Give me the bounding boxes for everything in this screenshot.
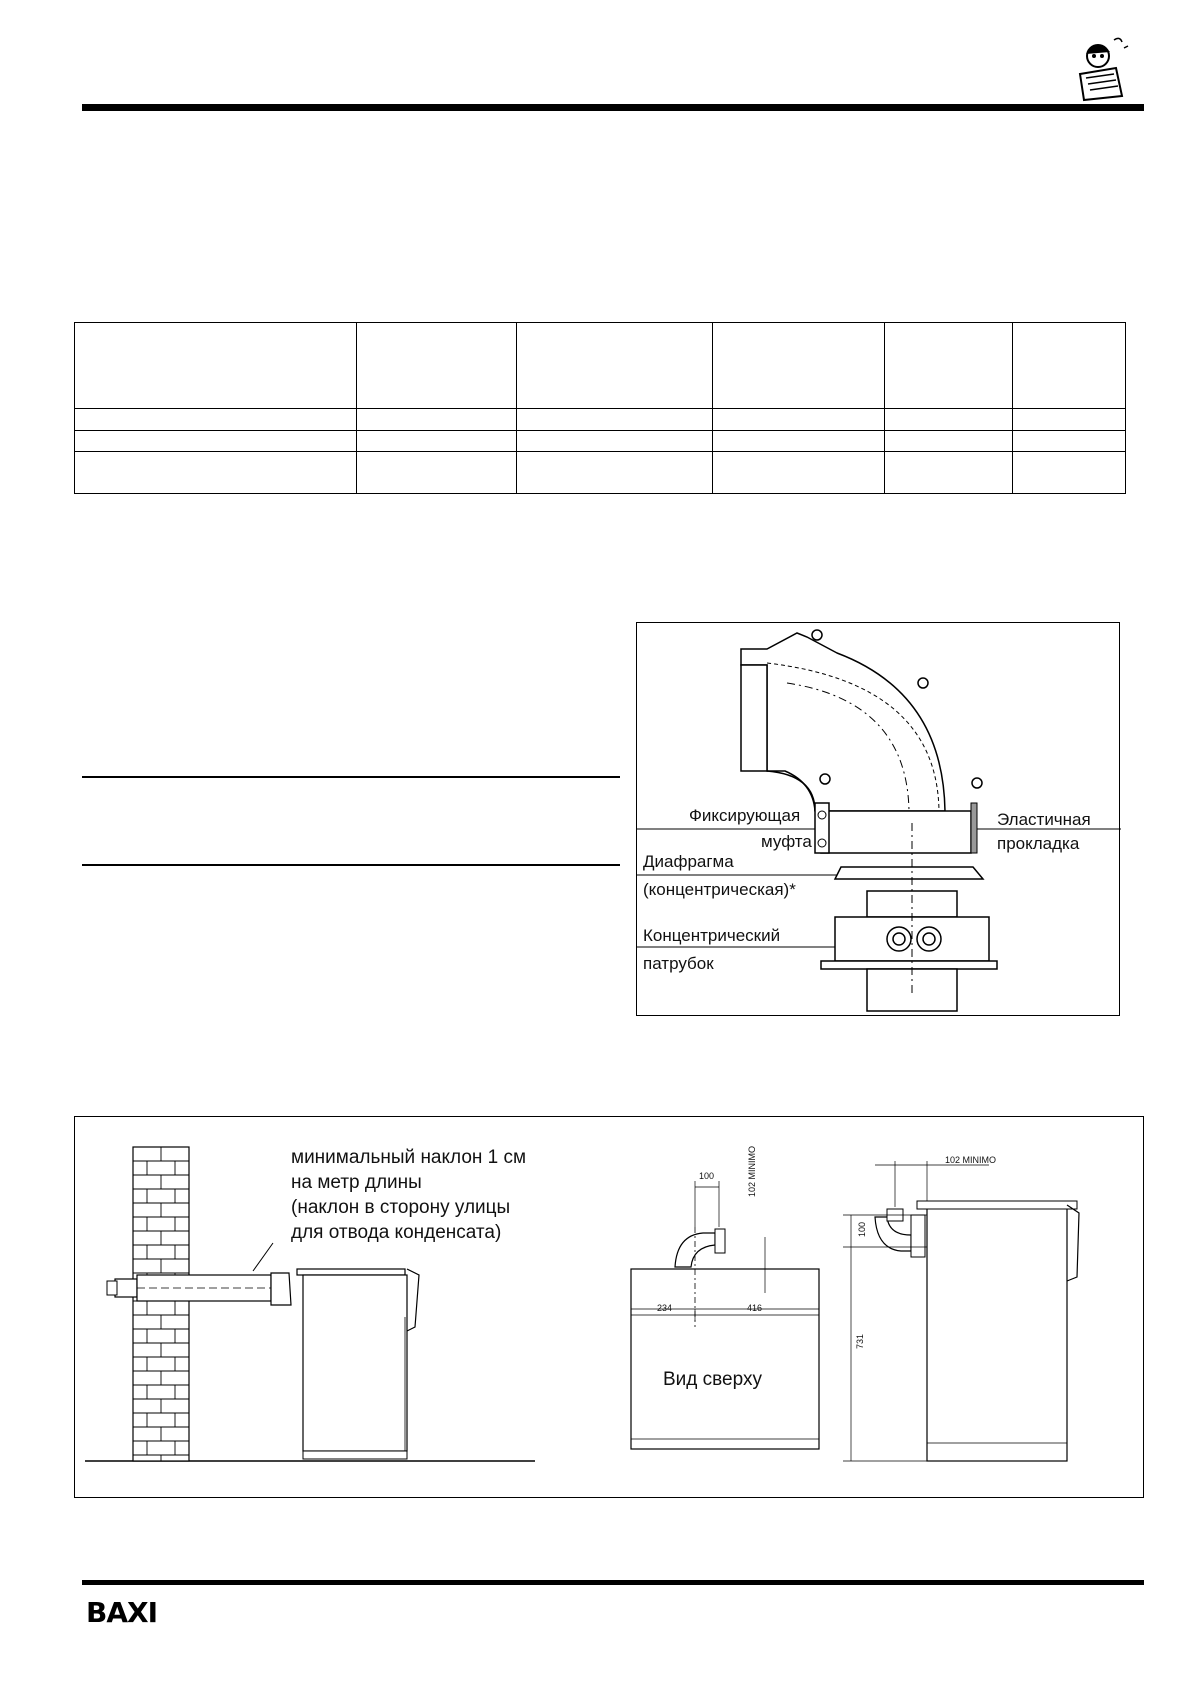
dimension-label: 416 <box>747 1303 763 1313</box>
concentric-pipe-label: патрубок <box>643 954 714 973</box>
top-view-label: Вид сверху <box>663 1369 762 1390</box>
fitting-figure <box>636 622 1120 1016</box>
baxi-logo: BAXI <box>86 1596 158 1629</box>
dimension-label: 234 <box>657 1303 673 1313</box>
dimension-label: 100 <box>857 1221 867 1237</box>
brick-wall <box>133 1147 189 1461</box>
slope-note-line: минимальный наклон 1 см <box>291 1147 527 1168</box>
elastic-gasket-label: прокладка <box>997 834 1080 853</box>
concentric-pipe-label: Концентрический <box>643 926 781 945</box>
dimension-label: 102 MINIMO <box>747 1145 757 1197</box>
text-rule <box>82 864 620 866</box>
footer-rule <box>82 1580 1144 1585</box>
fixing-sleeve-label: муфта <box>761 832 812 851</box>
dimension-label: 100 <box>699 1171 715 1181</box>
diaphragm-label: (концентрическая)* <box>643 880 796 899</box>
fixing-sleeve-label: Фиксирующая <box>689 806 801 825</box>
installation-figure <box>74 1116 1144 1498</box>
header-rule <box>82 104 1144 111</box>
dimension-label: 731 <box>855 1333 865 1349</box>
dimension-label: 102 MINIMO <box>945 1155 997 1165</box>
slope-note-line: на метр длины <box>291 1172 422 1193</box>
elastic-gasket-label: Эластичная <box>997 810 1091 829</box>
slope-note-line: (наклон в сторону улицы <box>291 1197 511 1218</box>
mascot-icon <box>1066 34 1136 104</box>
specs-table <box>74 322 1126 494</box>
text-rule <box>82 776 620 778</box>
slope-note-line: для отвода конденсата) <box>291 1222 502 1243</box>
diaphragm-label: Диафрагма <box>643 852 734 871</box>
